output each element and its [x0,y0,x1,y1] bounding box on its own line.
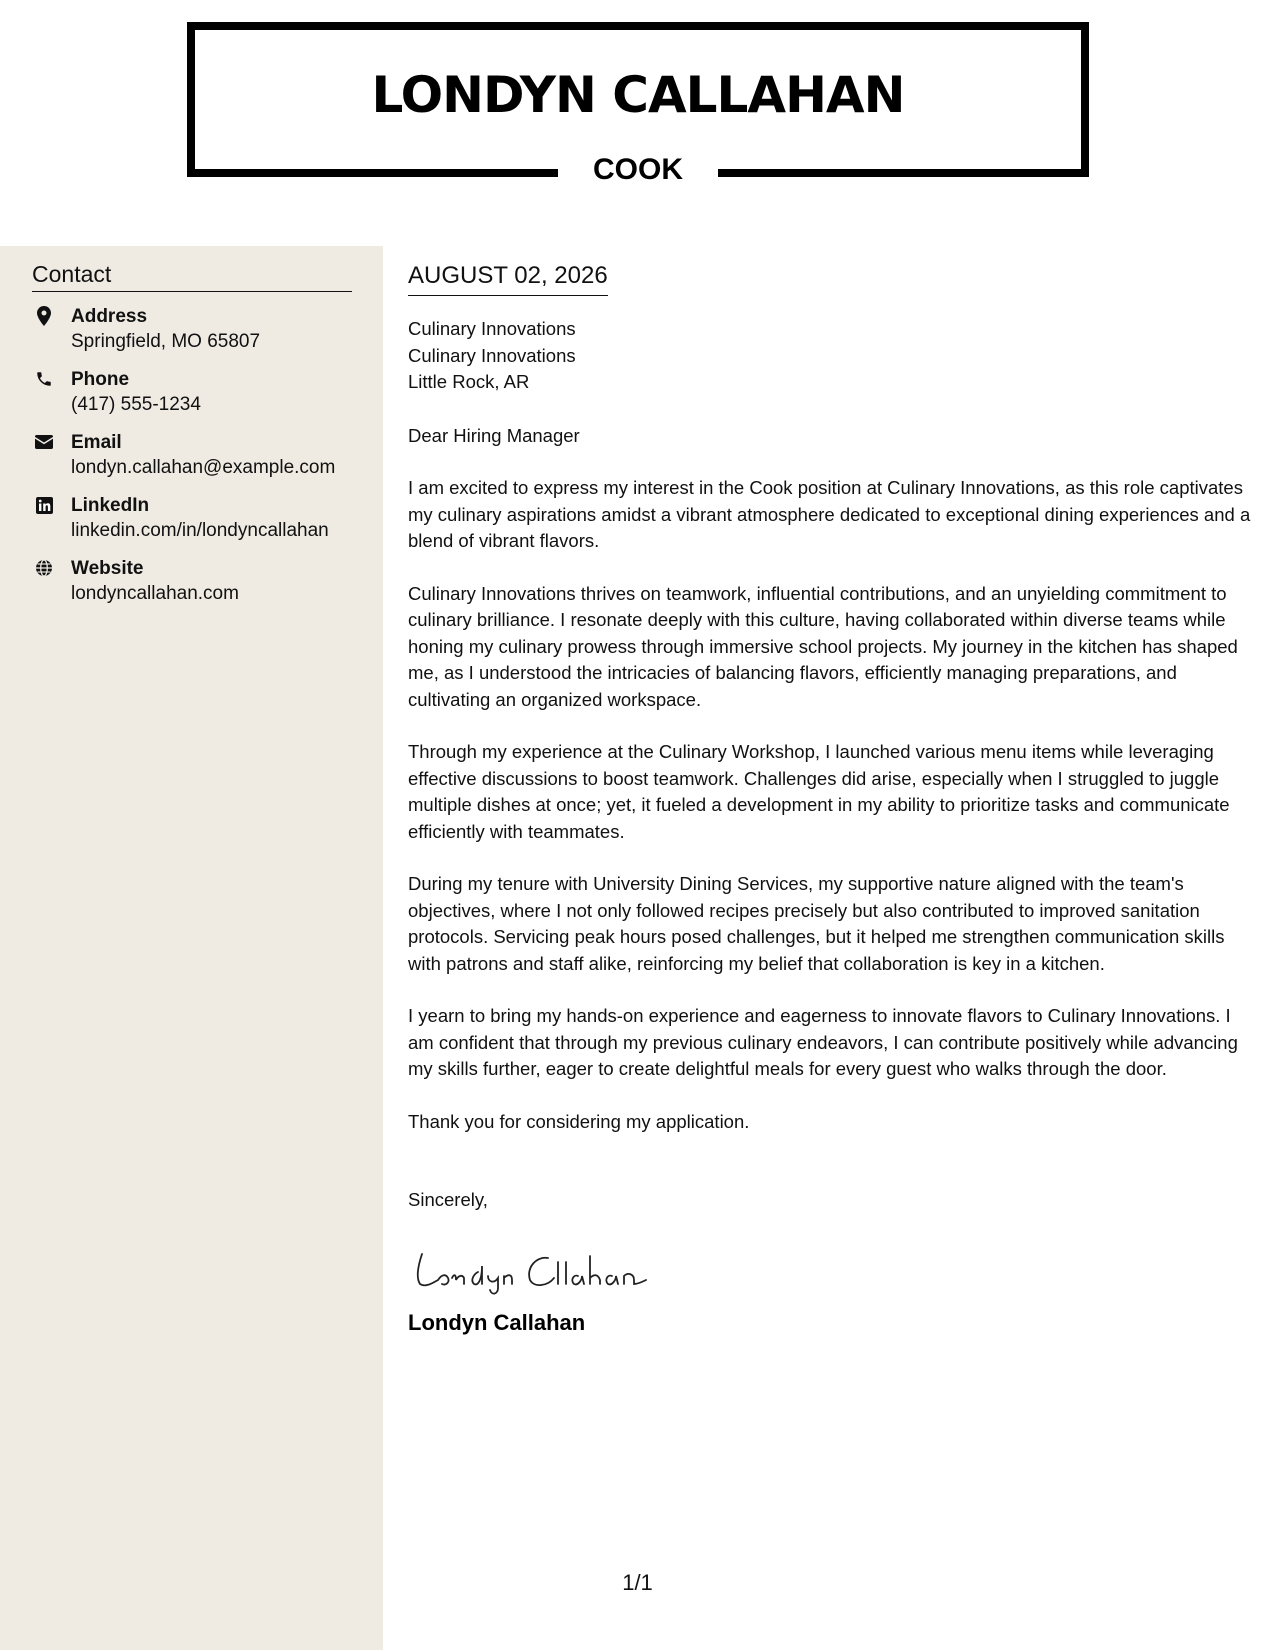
contact-label: Phone [71,369,130,390]
letter-paragraph: Culinary Innovations thrives on teamwork, influential contributions, and an unyielding commitment to culinary brilliance. I resonate deeply with this culture, having collaborated within diverse teams while honing my culinary prowess through immersive school projects. My journey in the kitchen has shaped me, as I understood the intricacies of balancing flavors, efficiently managing preparations, and cultivating an organized workspace. [408,582,1238,710]
recipient-line: Culinary Innovations [408,318,576,339]
recipient-line: Little Rock, AR [408,371,530,392]
contact-label: Email [71,432,122,453]
email-value[interactable]: londyn.callahan@example.com [71,457,336,478]
linkedin-icon [34,495,54,515]
salutation: Dear Hiring Manager [408,424,580,446]
envelope-icon [34,432,54,452]
letter-body [408,262,1253,1336]
page-number: 1/1 [622,1570,653,1595]
linkedin-value[interactable]: linkedin.com/in/londyncallahan [71,520,329,541]
website-value[interactable]: londyncallahan.com [71,583,239,604]
signed-name: Londyn Callahan [408,1309,586,1335]
phone-icon [34,369,54,389]
contact-heading: Contact [32,261,352,292]
letter-paragraph: I yearn to bring my hands-on experience and eagerness to innovate flavors to Culinary Innovations. I am confident that through my previous culinary endeavors, I can contribute positively while advancing my skills further, eager to create delightful meals for every guest who walks through the door. [408,1005,1238,1079]
contact-label: Address [71,306,148,327]
letter-paragraph: I am excited to express my interest in the Cook position at Culinary Innovations, as this role captivates my culinary aspirations amidst a vibrant atmosphere dedicated to exceptional dining experiences and a blend of vibrant flavors. [408,477,1251,551]
job-title: COOK [593,153,683,186]
recipient-line: Culinary Innovations [408,344,576,366]
contact-sidebar [0,246,383,1650]
globe-icon [34,558,54,578]
address-value: Springfield, MO 65807 [71,331,261,352]
handwritten-signature [408,1236,1253,1296]
letter-paragraph: Thank you for considering my application. [408,1110,750,1132]
letter-paragraph: Through my experience at the Culinary Workshop, I launched various menu items while leveraging effective discussions to boost teamwork. Challenges did arise, especially when I struggled to juggle multiple dishes at once; yet, it fueled a development in my ability to prioritize tasks and communicate efficiently with teammates. [408,741,1230,842]
closing: Sincerely, [408,1189,488,1210]
letter-paragraph: During my tenure with University Dining Services, my supportive nature aligned with the team's objectives, where I not only followed recipes precisely but also contributed to improved sanitation protocols. Servicing peak hours posed challenges, but it helped me strengthen communication skills with patrons and staff alike, reinforcing my belief that collaboration is key in a kitchen. [408,873,1225,974]
contact-label: Website [71,558,144,579]
phone-value: (417) 555-1234 [71,394,201,415]
map-pin-icon [34,306,54,326]
recipient-block [408,316,1253,396]
letter-date: AUGUST 02, 2026 [408,262,608,296]
contact-label: LinkedIn [71,495,150,516]
applicant-name: LONDYN CALLAHAN [371,66,905,124]
